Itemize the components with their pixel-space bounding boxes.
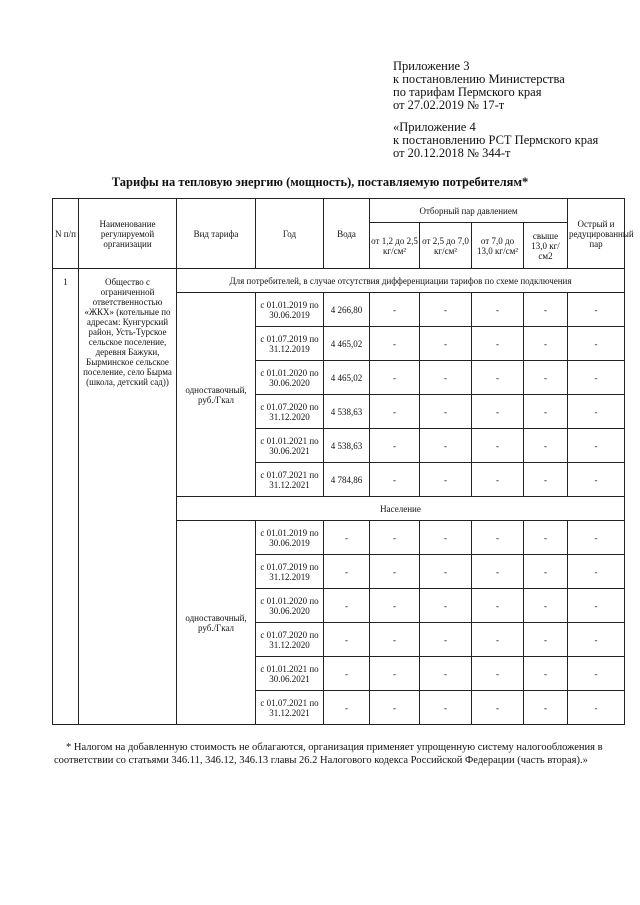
s1-steam-1: - [370, 395, 420, 429]
s2-water: - [324, 521, 370, 555]
s2-steam-1: - [370, 589, 420, 623]
s1-sharp: - [568, 361, 625, 395]
s2-period: с 01.07.2020 по 31.12.2020 [256, 623, 324, 657]
s1-sharp: - [568, 429, 625, 463]
s1-period: с 01.07.2020 по 31.12.2020 [256, 395, 324, 429]
row-number: 1 [53, 269, 79, 725]
header-org: Наименование регулируемой организации [79, 199, 177, 269]
appendix-1-line-2: к постановлению Министерства [393, 72, 565, 86]
appendix-header-1 [393, 60, 565, 112]
s1-steam-1: - [370, 429, 420, 463]
s1-steam-3: - [472, 327, 524, 361]
section-2-title: Население [177, 497, 625, 521]
s2-steam-2: - [420, 623, 472, 657]
s2-steam-1: - [370, 691, 420, 725]
s1-sharp: - [568, 395, 625, 429]
s1-steam-4: - [524, 463, 568, 497]
s2-sharp: - [568, 657, 625, 691]
s1-sharp: - [568, 463, 625, 497]
s2-steam-1: - [370, 555, 420, 589]
header-steam-col-1: от 1,2 до 2,5 кг/см² [370, 223, 420, 269]
s1-steam-2: - [420, 429, 472, 463]
tariff-table [52, 198, 634, 725]
s2-steam-4: - [524, 555, 568, 589]
s1-steam-4: - [524, 327, 568, 361]
s1-steam-1: - [370, 327, 420, 361]
s1-steam-2: - [420, 395, 472, 429]
section-2-tariff-type: одноставочный, руб./Гкал [177, 521, 256, 725]
document-title: Тарифы на тепловую энергию (мощность), поставляемую потребителям* [111, 175, 529, 189]
s2-sharp: - [568, 589, 625, 623]
s2-steam-3: - [472, 521, 524, 555]
s2-steam-3: - [472, 589, 524, 623]
appendix-1-line-4: от 27.02.2019 № 17-т [393, 98, 505, 112]
appendix-2-line-1: «Приложение 4 [393, 120, 476, 134]
s2-steam-1: - [370, 623, 420, 657]
s2-steam-2: - [420, 555, 472, 589]
s1-steam-2: - [420, 361, 472, 395]
s1-steam-1: - [370, 463, 420, 497]
s1-water: 4 465,02 [324, 361, 370, 395]
header-steam-col-3: от 7,0 до 13,0 кг/см² [472, 223, 524, 269]
s1-steam-3: - [472, 395, 524, 429]
s2-steam-4: - [524, 691, 568, 725]
s2-water: - [324, 555, 370, 589]
appendix-header-2 [393, 121, 598, 160]
header-sharp-steam: Острый и редуцированный пар [568, 199, 625, 269]
appendix-1-line-3: по тарифам Пермского края [393, 85, 542, 99]
s2-water: - [324, 623, 370, 657]
s2-period: с 01.01.2021 по 30.06.2021 [256, 657, 324, 691]
s2-sharp: - [568, 691, 625, 725]
s1-steam-2: - [420, 327, 472, 361]
s1-steam-1: - [370, 293, 420, 327]
organization-name: Общество с ограниченной ответственностью «ЖКХ» (котельные по адресам: Кунгурский район, Усть-Турское сельское поселение, деревня Бажуки, Бырминское сельское поселение, село Бырма (школа, детский сад)) [79, 269, 177, 725]
appendix-2-line-3: от 20.12.2018 № 344-т [393, 146, 511, 160]
header-steam-col-4: свыше 13,0 кг/см2 [524, 223, 568, 269]
s2-steam-2: - [420, 589, 472, 623]
s1-steam-3: - [472, 429, 524, 463]
appendix-2-line-2: к постановлению РСТ Пермского края [393, 133, 599, 147]
s2-steam-4: - [524, 521, 568, 555]
section-1-tariff-type: одноставочный, руб./Гкал [177, 293, 256, 497]
s2-period: с 01.07.2021 по 31.12.2021 [256, 691, 324, 725]
s1-sharp: - [568, 327, 625, 361]
header-year: Год [256, 199, 324, 269]
s1-sharp: - [568, 293, 625, 327]
s2-sharp: - [568, 555, 625, 589]
s1-period: с 01.01.2020 по 30.06.2020 [256, 361, 324, 395]
s1-period: с 01.01.2021 по 30.06.2021 [256, 429, 324, 463]
s2-steam-3: - [472, 657, 524, 691]
s2-steam-1: - [370, 657, 420, 691]
s1-steam-3: - [472, 463, 524, 497]
s1-steam-2: - [420, 463, 472, 497]
s1-water: 4 266,80 [324, 293, 370, 327]
s2-steam-4: - [524, 657, 568, 691]
s2-steam-1: - [370, 521, 420, 555]
s2-steam-3: - [472, 623, 524, 657]
s2-steam-2: - [420, 521, 472, 555]
footnote: * Налогом на добавленную стоимость не облагаются, организация применяет упрощенную систему налогообложения в соответствии со статьями 346.11, 346.12, 346.13 главы 26.2 Налогового кодекса Российской Федерации (часть вторая).» [54, 742, 603, 766]
section-1-title: Для потребителей, в случае отсутствия дифференциации тарифов по схеме подключения [177, 269, 625, 293]
s2-steam-3: - [472, 555, 524, 589]
header-steam-col-2: от 2,5 до 7,0 кг/см² [420, 223, 472, 269]
s2-period: с 01.07.2019 по 31.12.2019 [256, 555, 324, 589]
header-water: Вода [324, 199, 370, 269]
s2-steam-4: - [524, 623, 568, 657]
s2-sharp: - [568, 623, 625, 657]
s2-period: с 01.01.2019 по 30.06.2019 [256, 521, 324, 555]
s2-period: с 01.01.2020 по 30.06.2020 [256, 589, 324, 623]
header-steam: Отборный пар давлением [370, 199, 568, 223]
header-tariff-type: Вид тарифа [177, 199, 256, 269]
s1-steam-4: - [524, 395, 568, 429]
s2-steam-2: - [420, 691, 472, 725]
s1-steam-2: - [420, 293, 472, 327]
s1-period: с 01.01.2019 по 30.06.2019 [256, 293, 324, 327]
s1-period: с 01.07.2021 по 31.12.2021 [256, 463, 324, 497]
appendix-1-line-1: Приложение 3 [393, 59, 470, 73]
s1-water: 4 538,63 [324, 395, 370, 429]
s2-steam-3: - [472, 691, 524, 725]
s1-steam-4: - [524, 429, 568, 463]
s1-water: 4 465,02 [324, 327, 370, 361]
s2-water: - [324, 691, 370, 725]
s2-water: - [324, 589, 370, 623]
s1-steam-3: - [472, 361, 524, 395]
header-num: N п/п [53, 199, 79, 269]
s1-steam-4: - [524, 361, 568, 395]
s1-steam-3: - [472, 293, 524, 327]
s1-steam-4: - [524, 293, 568, 327]
s2-water: - [324, 657, 370, 691]
s1-water: 4 784,86 [324, 463, 370, 497]
s2-sharp: - [568, 521, 625, 555]
s1-steam-1: - [370, 361, 420, 395]
s1-period: с 01.07.2019 по 31.12.2019 [256, 327, 324, 361]
s2-steam-4: - [524, 589, 568, 623]
s2-steam-2: - [420, 657, 472, 691]
s1-water: 4 538,63 [324, 429, 370, 463]
